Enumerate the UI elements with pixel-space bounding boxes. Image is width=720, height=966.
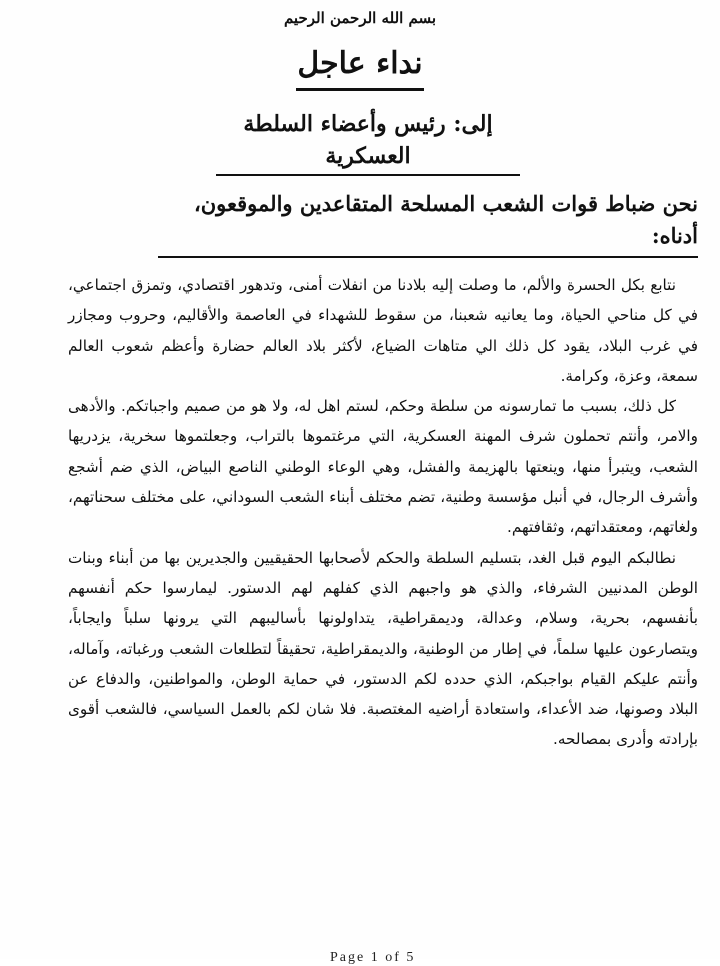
addressee-container [0, 108, 720, 176]
document-title: نداء عاجل [296, 44, 424, 91]
signatories-heading: نحن ضباط قوات الشعب المسلحة المتقاعدين والموقعون، أدناه: [158, 188, 698, 258]
paragraph: نطالبكم اليوم قبل الغد، بتسليم السلطة والحكم لأصحابها الحقيقيين والجديرين بها من أبناء وبنات الوطن المدنيين الشرفاء، والذي هو واجبهم الذي كفلهم لهم الدستور. ليمارسوا حكم أنفسهم بأنفسهم، بحرية، وسلام، وعدالة، وديمقراطية، يتداولونها بأساليبهم التي يرونها سلباً وايجاباً، ويتصارعون عليها سلماً، في إطار من الوطنية، والديمقراطية، تحقيقاً لتطلعات الشعب ورغباته، وآماله، وأنتم عليكم القيام بواجبكم، الذي حدده لكم الدستور، في حماية الوطن، والمواطنين، والدفاع عن البلاد وصونها، ضد الأعداء، واستعادة أراضيه المغتصبة. فلا شان لكم بالعمل السياسي، فالشعب أقوى بإرادته وأدرى بمصالحه. [68, 548, 698, 749]
addressee-line: إلى: رئيس وأعضاء السلطة العسكرية [216, 108, 520, 176]
title-container [0, 44, 720, 91]
letter-body [68, 270, 698, 755]
basmala-header: بسم الله الرحمن الرحيم [283, 9, 437, 27]
paragraph: كل ذلك، بسبب ما تمارسونه من سلطة وحكم، لستم اهل له، ولا هو من صميم واجباتكم. والأدهى والامر، وأنتم تحملون شرف المهنة العسكرية، التي مرغتموها بالتراب، وجعلتموها سخرية، يزدريها الشعب، ويتبرأ منها، وينعتها بالهزيمة والفشل، وهي الوعاء الوطني الناصع البياض، الذي ضم أشجع وأشرف الرجال، في أنبل مؤسسة وطنية، تضم مختلف أبناء الشعب السوداني، على مختلف سحناتهم، ولغاتهم، ومعتقداتهم، وثقافتهم. [68, 397, 698, 537]
paragraph: نتابع بكل الحسرة والألم، ما وصلت إليه بلادنا من انفلات أمنى، وتدهور اقتصادي، وتمزق اجتماعي، في كل مناحي الحياة، وما يعانيه شعبنا، من سقوط للشهداء في العاصمة والأقاليم، وحروب ومجازر في غرب البلاد، يقود كل ذلك الي متاهات الضياع، لأكثر بلاد العالم حضارة وأعظم شعوب العالم سمعة، وعزة، وكرامة. [68, 276, 698, 385]
page-footer: Page 1 of 5 [330, 950, 416, 965]
